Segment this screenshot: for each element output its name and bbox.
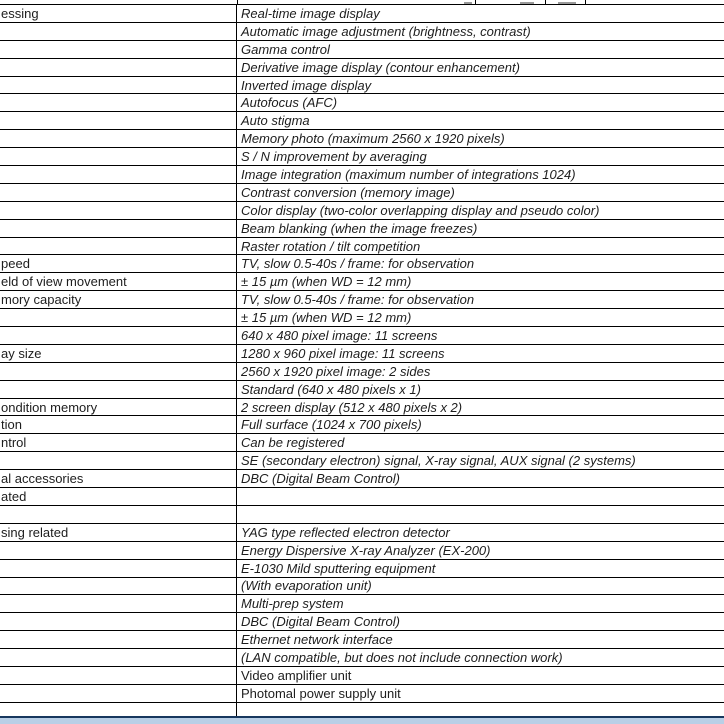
spec-row — [0, 202, 724, 220]
spec-value-cell: Autofocus (AFC) — [241, 95, 338, 111]
spec-row — [0, 595, 724, 613]
spec-label-cell — [0, 166, 237, 183]
spec-value-cell: (LAN compatible, but does not include connection work) — [241, 650, 563, 666]
spec-row — [0, 166, 724, 184]
spec-row — [0, 23, 724, 41]
spec-label-cell: peed — [0, 255, 237, 272]
spec-label-cell — [0, 506, 237, 523]
spec-label-cell — [0, 309, 237, 326]
spec-value-cell: YAG type reflected electron detector — [241, 524, 450, 540]
spec-row — [0, 148, 724, 166]
spec-row — [0, 667, 724, 685]
spec-value-cell: Standard (640 x 480 pixels x 1) — [241, 381, 421, 397]
spec-value-cell: Can be registered — [241, 435, 345, 451]
spec-value-cell: Energy Dispersive X-ray Analyzer (EX-200) — [241, 542, 491, 558]
spec-value-cell: 640 x 480 pixel image: 11 screens — [241, 327, 438, 343]
spec-label-cell — [0, 578, 237, 595]
spec-label-cell: essing — [0, 5, 237, 22]
spec-row — [0, 255, 724, 273]
spec-row — [0, 399, 724, 417]
spec-row — [0, 578, 724, 596]
spec-value-cell: Color display (two-color overlapping display and pseudo color) — [241, 202, 600, 218]
spec-value-cell: Video amplifier unit — [241, 667, 352, 683]
spec-label-cell — [0, 59, 237, 76]
spec-value-cell: (With evaporation unit) — [241, 578, 372, 594]
spec-value-cell: Contrast conversion (memory image) — [241, 184, 455, 200]
spec-value-cell: 2 screen display (512 x 480 pixels x 2) — [241, 399, 463, 415]
spec-value-cell: Gamma control — [241, 41, 330, 57]
spec-label-cell — [0, 184, 237, 201]
spec-value-cell: E-1030 Mild sputtering equipment — [241, 560, 436, 576]
spec-value-cell: Raster rotation / tilt competition — [241, 238, 421, 254]
spec-label-cell: tion — [0, 416, 237, 433]
spec-row — [0, 238, 724, 256]
spec-label-cell — [0, 220, 237, 237]
spec-value-cell: Multi-prep system — [241, 596, 344, 612]
spec-label-cell — [0, 452, 237, 469]
spec-row — [0, 5, 724, 23]
spec-label-cell: sing related — [0, 524, 237, 541]
spec-label-cell — [0, 41, 237, 58]
spec-row — [0, 416, 724, 434]
spec-row — [0, 220, 724, 238]
spec-row — [0, 470, 724, 488]
spec-row — [0, 506, 724, 524]
spec-row — [0, 184, 724, 202]
spec-label-cell — [0, 631, 237, 648]
spec-value-cell: Beam blanking (when the image freezes) — [241, 220, 478, 236]
spec-label-cell: ay size — [0, 345, 237, 362]
spec-row — [0, 309, 724, 327]
spec-label-cell — [0, 560, 237, 577]
spec-label-cell: ondition memory — [0, 399, 237, 416]
cropped-text-fragment — [520, 2, 534, 4]
spec-row — [0, 363, 724, 381]
spec-label-cell — [0, 130, 237, 147]
spec-row — [0, 649, 724, 667]
spec-row — [0, 434, 724, 452]
spec-value-cell: Auto stigma — [241, 113, 310, 129]
spec-row — [0, 59, 724, 77]
spec-label-cell — [0, 667, 237, 684]
spec-row — [0, 41, 724, 59]
spec-label-cell — [0, 23, 237, 40]
footer-band — [0, 716, 724, 724]
spec-row — [0, 452, 724, 470]
cropped-text-fragment — [464, 2, 472, 4]
spec-label-cell — [0, 381, 237, 398]
spec-row — [0, 291, 724, 309]
spec-value-cell: DBC (Digital Beam Control) — [241, 614, 400, 630]
spec-value-cell: ± 15 µm (when WD = 12 mm) — [241, 310, 412, 326]
cropped-header-divider — [237, 0, 238, 4]
spec-row — [0, 130, 724, 148]
spec-row — [0, 542, 724, 560]
spec-row — [0, 112, 724, 130]
cropped-text-fragment — [558, 2, 576, 4]
spec-label-cell: mory capacity — [0, 291, 237, 308]
spec-row — [0, 94, 724, 112]
spec-label-cell — [0, 542, 237, 559]
spec-row — [0, 327, 724, 345]
cropped-header-divider — [585, 0, 586, 4]
spec-value-cell: Real-time image display — [241, 5, 380, 21]
spec-row — [0, 560, 724, 578]
spec-value-cell: TV, slow 0.5-40s / frame: for observation — [241, 256, 475, 272]
spec-value-cell: Memory photo (maximum 2560 x 1920 pixels) — [241, 131, 505, 147]
spec-value-cell: Full surface (1024 x 700 pixels) — [241, 417, 422, 433]
spec-row — [0, 273, 724, 291]
spec-row — [0, 685, 724, 703]
spec-row — [0, 381, 724, 399]
spec-label-cell — [0, 363, 237, 380]
spec-value-cell: S / N improvement by averaging — [241, 149, 427, 165]
spec-label-cell: ntrol — [0, 434, 237, 451]
spec-value-cell — [237, 488, 724, 505]
spec-label-cell — [0, 148, 237, 165]
spec-label-cell — [0, 112, 237, 129]
spec-value-cell: Image integration (maximum number of integrations 1024) — [241, 166, 576, 182]
cropped-header-divider — [475, 0, 476, 4]
spec-value-cell: ± 15 µm (when WD = 12 mm) — [241, 274, 412, 290]
spec-label-cell — [0, 613, 237, 630]
spec-value-cell: DBC (Digital Beam Control) — [241, 471, 400, 487]
spec-row — [0, 524, 724, 542]
spec-row — [0, 631, 724, 649]
cropped-header-divider — [545, 0, 546, 4]
spec-label-cell — [0, 327, 237, 344]
spec-row — [0, 345, 724, 363]
spec-row — [0, 77, 724, 95]
spec-value-cell: 2560 x 1920 pixel image: 2 sides — [241, 363, 431, 379]
spec-value-cell: TV, slow 0.5-40s / frame: for observation — [241, 292, 475, 308]
spec-table — [0, 5, 724, 724]
spec-row — [0, 613, 724, 631]
spec-value-cell: SE (secondary electron) signal, X-ray signal, AUX signal (2 systems) — [241, 453, 636, 469]
spec-label-cell — [0, 649, 237, 666]
spec-value-cell: Inverted image display — [241, 77, 372, 93]
spec-value-cell: Automatic image adjustment (brightness, contrast) — [241, 23, 531, 39]
spec-value-cell: Ethernet network interface — [241, 632, 393, 648]
spec-value-cell: 1280 x 960 pixel image: 11 screens — [241, 345, 445, 361]
spec-label-cell — [0, 685, 237, 702]
spec-label-cell — [0, 202, 237, 219]
spec-value-cell: Derivative image display (contour enhancement) — [241, 59, 520, 75]
spec-row — [0, 488, 724, 506]
spec-value-cell — [237, 506, 724, 523]
spec-label-cell — [0, 238, 237, 255]
spec-label-cell: eld of view movement — [0, 273, 237, 290]
spec-label-cell — [0, 595, 237, 612]
spec-label-cell: al accessories — [0, 470, 237, 487]
spec-value-cell: Photomal power supply unit — [241, 685, 401, 701]
spec-label-cell: ated — [0, 488, 237, 505]
spec-label-cell — [0, 77, 237, 94]
spec-label-cell — [0, 94, 237, 111]
top-cropped-row — [0, 0, 724, 5]
